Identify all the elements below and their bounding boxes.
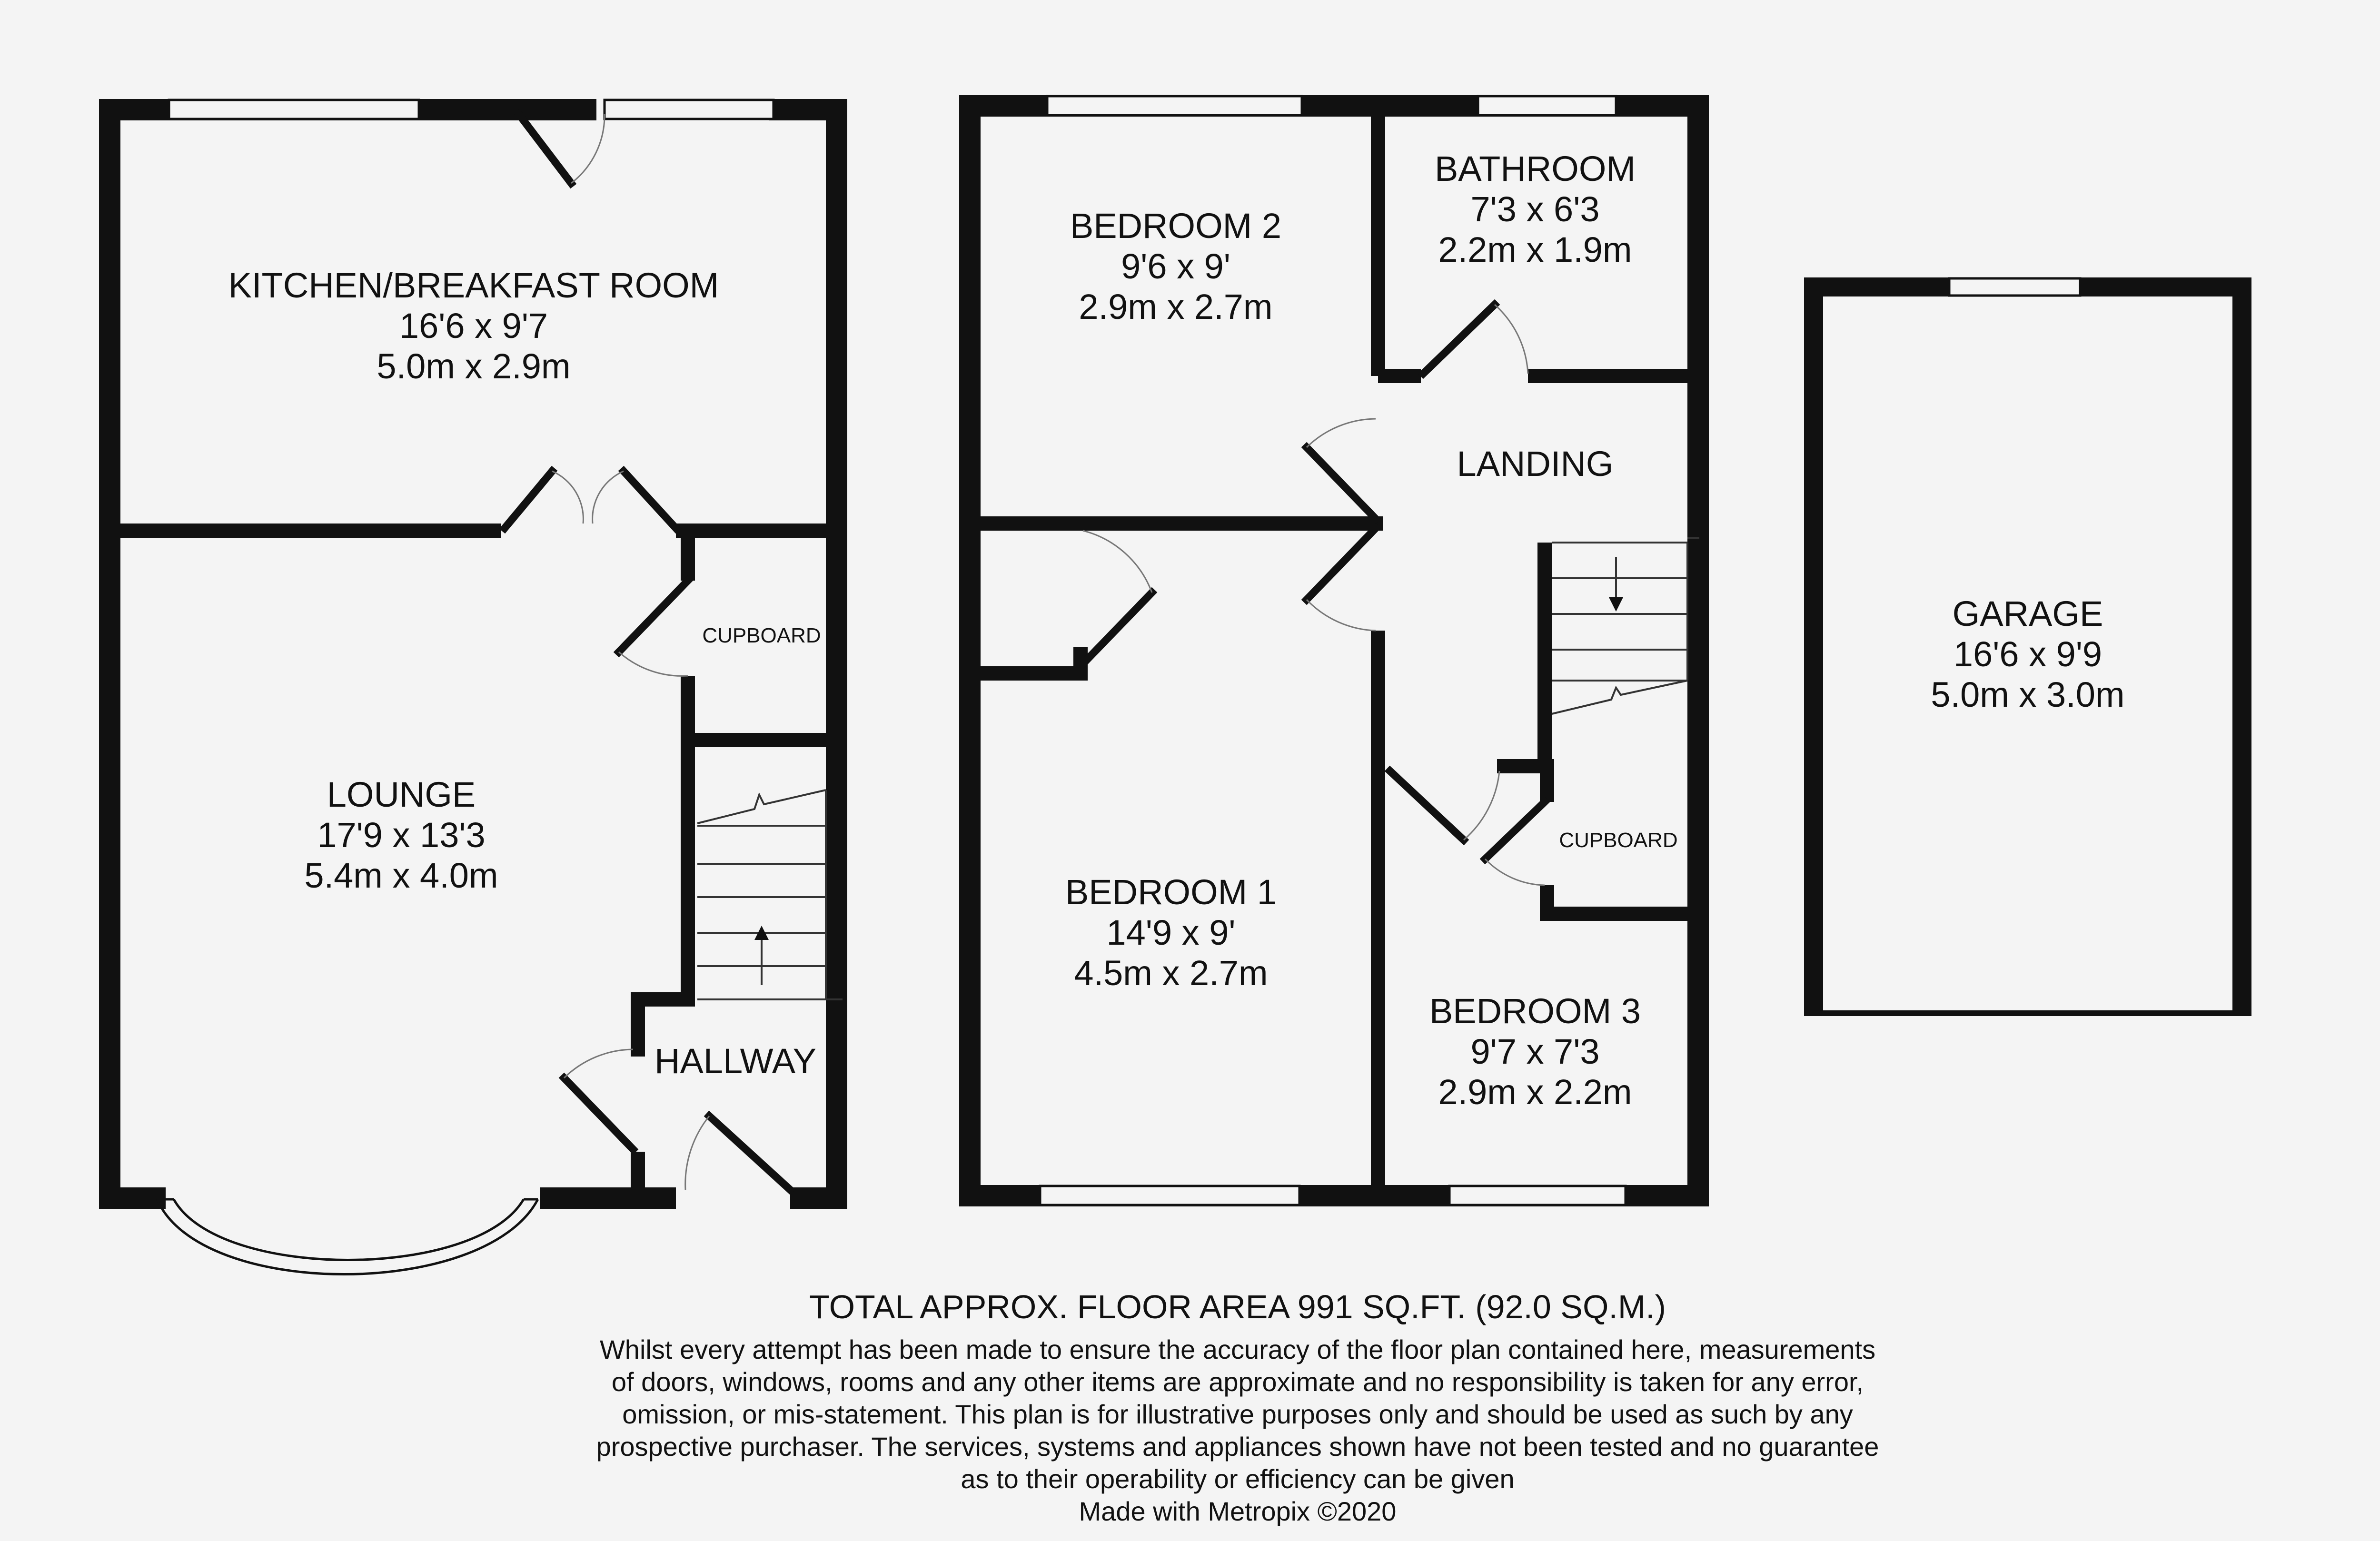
first-floor-plan	[959, 95, 1709, 1206]
room-dim-metric-bedroom-3: 2.9m x 2.2m	[1438, 1072, 1632, 1112]
door	[619, 581, 688, 652]
window	[605, 100, 774, 119]
room-dim-metric-garage: 5.0m x 3.0m	[1931, 675, 2125, 714]
room-dim-metric-bedroom-2: 2.9m x 2.7m	[1079, 287, 1273, 326]
door-swing	[593, 471, 624, 524]
room-name-bedroom-3: BEDROOM 3	[1429, 991, 1641, 1031]
wall	[695, 733, 826, 747]
disclaimer-line: as to their operability or efficiency can be given	[961, 1464, 1515, 1494]
room-dim-metric-kitchen: 5.0m x 2.9m	[377, 346, 571, 386]
wall	[676, 524, 826, 538]
stair-arrow-head	[1609, 597, 1623, 612]
door-swing	[1307, 600, 1376, 631]
room-dim-imperial-bathroom: 7'3 x 6'3	[1470, 189, 1600, 229]
wall	[981, 666, 1088, 681]
door	[624, 471, 676, 528]
wall	[1540, 907, 1687, 921]
door	[519, 114, 571, 183]
window	[1949, 278, 2080, 296]
window	[1449, 1186, 1626, 1205]
room-dim-metric-bathroom: 2.2m x 1.9m	[1438, 230, 1632, 269]
garage-plan	[1804, 277, 2251, 1016]
disclaimer-line: of doors, windows, rooms and any other items are approximate and no responsibility is taken for any error,	[611, 1367, 1864, 1397]
wall	[1537, 543, 1552, 773]
wall	[1378, 369, 1421, 383]
room-name-cupboard-first: CUPBOARD	[1559, 829, 1678, 852]
disclaimer-line: Whilst every attempt has been made to ensure the accuracy of the floor plan contained here, measurements	[599, 1334, 1876, 1364]
wall	[120, 524, 501, 538]
window	[169, 100, 419, 119]
door-swing	[1495, 305, 1528, 374]
door	[709, 1116, 790, 1190]
room-name-hallway: HALLWAY	[654, 1041, 816, 1081]
wall	[1371, 631, 1385, 1187]
door-swing	[685, 1116, 709, 1190]
door-swing	[1485, 859, 1545, 885]
wall	[1687, 95, 1709, 1206]
door-swing	[619, 652, 688, 676]
wall	[2232, 277, 2251, 1015]
wall	[1804, 1010, 2251, 1016]
door	[1390, 771, 1464, 840]
disclaimer-line: omission, or mis-statement. This plan is for illustrative purposes only and should be used as such by any	[622, 1399, 1853, 1429]
door	[1307, 447, 1376, 519]
window	[1478, 96, 1616, 115]
door	[1083, 593, 1152, 664]
door	[564, 1078, 633, 1149]
room-name-bedroom-2: BEDROOM 2	[1070, 206, 1282, 246]
wall	[1540, 759, 1554, 802]
wall	[99, 1187, 166, 1209]
door	[1307, 528, 1376, 600]
staircase	[697, 790, 826, 823]
door	[1485, 802, 1545, 859]
wall	[681, 533, 695, 581]
room-name-bathroom: BATHROOM	[1434, 149, 1636, 188]
wall	[681, 676, 695, 745]
room-name-lounge: LOUNGE	[327, 775, 476, 814]
wall	[769, 99, 847, 120]
room-dim-imperial-kitchen: 16'6 x 9'7	[399, 306, 548, 346]
wall	[826, 99, 847, 1208]
window	[1040, 1186, 1299, 1205]
door-swing	[564, 1049, 633, 1078]
room-dim-imperial-garage: 16'6 x 9'9	[1953, 634, 2102, 674]
disclaimer-line: prospective purchaser. The services, systems and appliances shown have not been tested and no guarantee	[596, 1432, 1879, 1462]
wall	[99, 99, 120, 1208]
door	[1423, 305, 1495, 374]
wall	[959, 95, 981, 1206]
room-dim-imperial-lounge: 17'9 x 13'3	[317, 815, 486, 855]
room-dim-metric-bedroom-1: 4.5m x 2.7m	[1074, 953, 1268, 993]
wall	[790, 1187, 847, 1209]
door-swing	[1083, 531, 1152, 593]
wall	[981, 516, 1383, 531]
wall	[681, 745, 695, 1002]
room-dim-imperial-bedroom-2: 9'6 x 9'	[1121, 247, 1230, 286]
room-dim-imperial-bedroom-3: 9'7 x 7'3	[1470, 1032, 1600, 1071]
bay-window	[157, 1199, 538, 1274]
wall	[1371, 117, 1385, 376]
room-name-landing: LANDING	[1457, 444, 1614, 484]
bay-window	[174, 1199, 524, 1260]
wall	[1528, 369, 1687, 383]
metropix-credit: Made with Metropix ©2020	[1079, 1496, 1397, 1526]
room-name-cupboard-ground: CUPBOARD	[702, 624, 821, 647]
door-swing	[1307, 419, 1376, 447]
staircase	[697, 790, 843, 999]
room-name-kitchen: KITCHEN/BREAKFAST ROOM	[228, 266, 719, 305]
door-swing	[571, 114, 605, 183]
door-swing	[552, 471, 583, 524]
footer	[596, 1288, 1879, 1526]
door	[505, 471, 552, 528]
staircase	[1552, 538, 1699, 681]
wall	[631, 992, 645, 1057]
wall	[540, 1187, 676, 1209]
room-name-bedroom-1: BEDROOM 1	[1065, 872, 1277, 912]
room-name-garage: GARAGE	[1952, 594, 2103, 633]
door-swing	[1464, 771, 1499, 840]
window	[1047, 96, 1302, 115]
ground-floor-plan	[99, 99, 847, 1274]
wall	[1804, 277, 1823, 1015]
staircase	[1552, 681, 1687, 714]
total-floor-area: TOTAL APPROX. FLOOR AREA 991 SQ.FT. (92.0 SQ.M.)	[809, 1288, 1666, 1325]
room-dim-imperial-bedroom-1: 14'9 x 9'	[1106, 913, 1236, 952]
room-dim-metric-lounge: 5.4m x 4.0m	[304, 856, 498, 895]
